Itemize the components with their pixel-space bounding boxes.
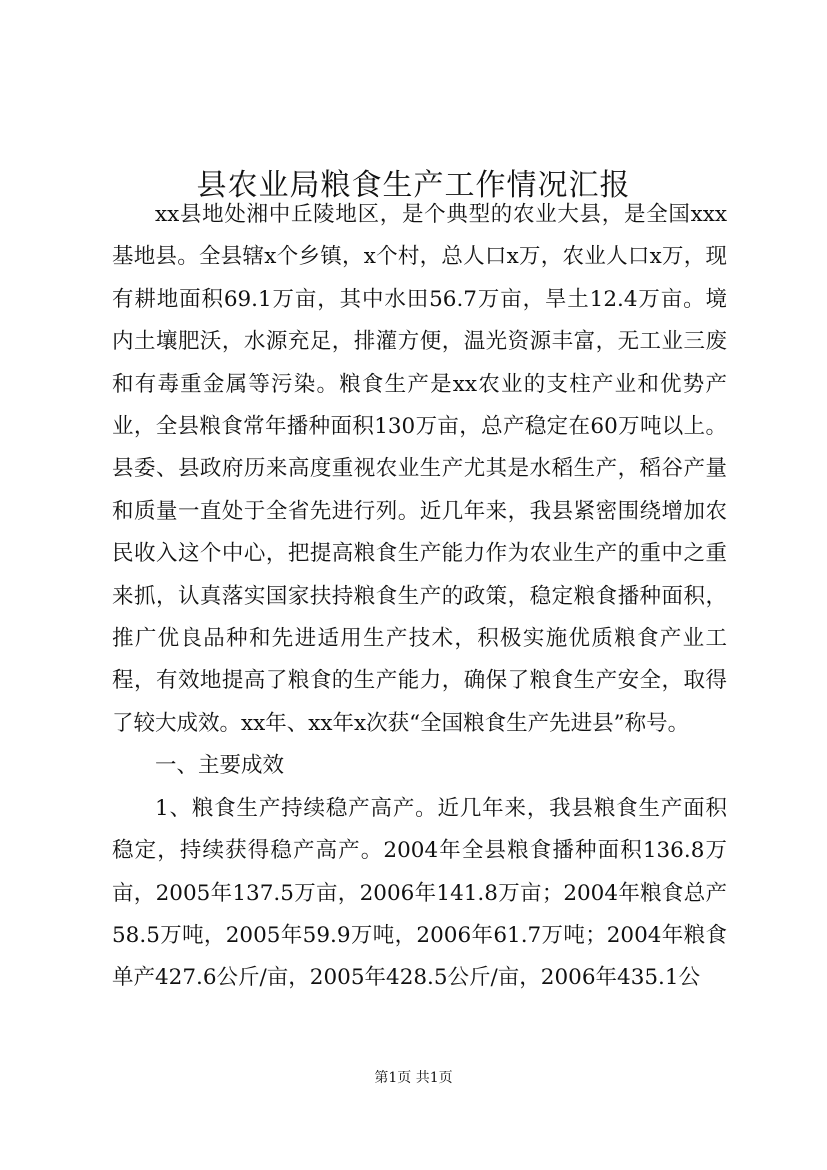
document-title: 县农业局粮食生产工作情况汇报 — [196, 168, 631, 204]
document-body — [112, 194, 727, 1000]
paragraph-achievement-1: 1、粮食生产持续稳产高产。近几年来，我县粮食生产面积稳定，持续获得稳产高产。2004年全县粮食播种面积136.8万亩，2005年137.5万亩，2006年141.8万亩；2004年粮食总产58.5万吨，2005年59.9万吨，2006年61.7万吨；2004年粮食单产427.6公斤/亩，2005年428.5公斤/亩，2006年435.1公 — [112, 795, 727, 991]
section-heading: 一、主要成效 — [155, 753, 285, 779]
paragraph-intro: xx县地处湘中丘陵地区，是个典型的农业大县，是全国xxx基地县。全县辖x个乡镇，x个村，总人口x万，农业人口x万，现有耕地面积69.1万亩，其中水田56.7万亩，旱土12.4万亩。境内土壤肥沃，水源充足，排灌方便，温光资源丰富，无工业三废和有毒重金属等污染。粮食生产是xx农业的支柱产业和优势产业，全县粮食常年播种面积130万亩，总产稳定在60万吨以上。县委、县政府历来高度重视农业生产尤其是水稻生产，稻谷产量和质量一直处于全省先进行列。近几年来，我县紧密围绕增加农民收入这个中心，把提高粮食生产能力作为农业生产的重中之重来抓，认真落实国家扶持粮食生产的政策，稳定粮食播种面积，推广优良品种和先进适用生产技术，积极实施优质粮食产业工程，有效地提高了粮食的生产能力，确保了粮食生产安全，取得了较大成效。xx年、xx年x次获“全国粮食生产先进县”称号。 — [112, 202, 727, 736]
page-footer: 第1页 共1页 — [374, 1070, 453, 1086]
